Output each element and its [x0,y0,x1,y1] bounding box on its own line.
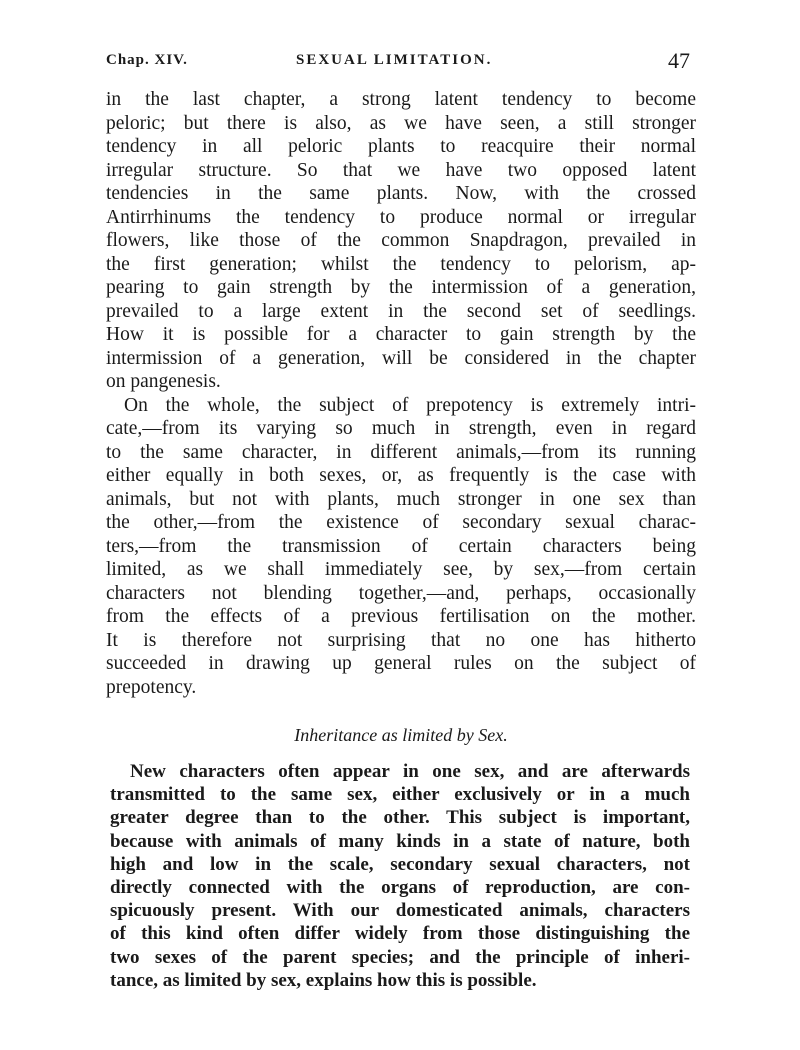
text-line: New characters often appear in one sex, and are afterwards [130,761,690,782]
text-line: the first generation; whilst the tendency to pelorism, ap- [106,253,696,275]
text-line: How it is possible for a character to gain strength by the [106,324,696,345]
text-line: directly connected with the organs of reproduction, are con- [110,876,690,898]
text-line: animals, but not with plants, much stronger in one sex than [106,488,696,510]
text-line: tance, as limited by sex, explains how this is possible. [110,969,537,991]
text-line: cate,—from its varying so much in strength, even in regard [106,418,696,439]
text-line: on pangenesis. [106,371,221,392]
text-line: either equally in both sexes, or, as frequently is the case with [106,465,696,486]
text-line: pearing to gain strength by the intermission of a generation, [106,277,696,298]
running-head [106,50,690,80]
paragraph-continued [106,88,696,394]
text-line: flowers, like those of the common Snapdragon, prevailed in [106,230,696,251]
text-line: intermission of a generation, will be considered in the chapter [106,347,696,369]
text-line: two sexes of the parent species; and the principle of inheri- [110,946,690,968]
text-line: of this kind often differ widely from those distinguishing the [110,923,690,945]
section-heading: Inheritance as limited by Sex. [294,725,508,745]
paragraph-prepotency [106,394,696,700]
text-line: characters not blending together,—and, perhaps, occasionally [106,582,696,604]
text-line: because with animals of many kinds in a state of nature, both [110,830,690,852]
chapter-label: Chap. XIV. [106,52,188,68]
text-line: to the same character, in different animals,—from its running [106,441,696,463]
text-line: from the effects of a previous fertilisation on the mother. [106,606,696,627]
text-line: in the last chapter, a strong latent tendency to become [106,89,696,110]
text-line: tendency in all peloric plants to reacquire their normal [106,136,696,157]
text-line: prevailed to a large extent in the second set of seedlings. [106,300,696,322]
text-line: the other,—from the existence of secondary sexual charac- [106,512,696,533]
main-text [106,88,696,699]
text-line: irregular structure. So that we have two opposed latent [106,159,696,181]
text-line: ters,—from the transmission of certain characters being [106,535,696,557]
text-line: greater degree than to the other. This subject is important, [110,807,690,829]
text-line: Antirrhinums the tendency to produce normal or irregular [106,206,696,228]
text-line: tendencies in the same plants. Now, with the crossed [106,183,696,204]
text-line: spicuously present. With our domesticated animals, characters [110,900,690,922]
text-line: succeeded in drawing up general rules on the subject of [106,653,696,674]
text-line: peloric; but there is also, as we have seen, a still stronger [106,112,696,134]
text-line: prepotency. [106,676,197,698]
page-number: 47 [668,48,690,73]
running-title: SEXUAL LIMITATION. [296,52,493,68]
text-line: transmitted to the same sex, either exclusively or in a much [110,784,690,806]
text-line: On the whole, the subject of prepotency is extremely intri- [124,394,696,416]
text-line: high and low in the scale, secondary sexual characters, not [110,853,690,875]
text-line: limited, as we shall immediately see, by sex,—from certain [106,559,696,580]
section-text [110,760,690,992]
text-line: It is therefore not surprising that no one has hitherto [106,629,696,651]
